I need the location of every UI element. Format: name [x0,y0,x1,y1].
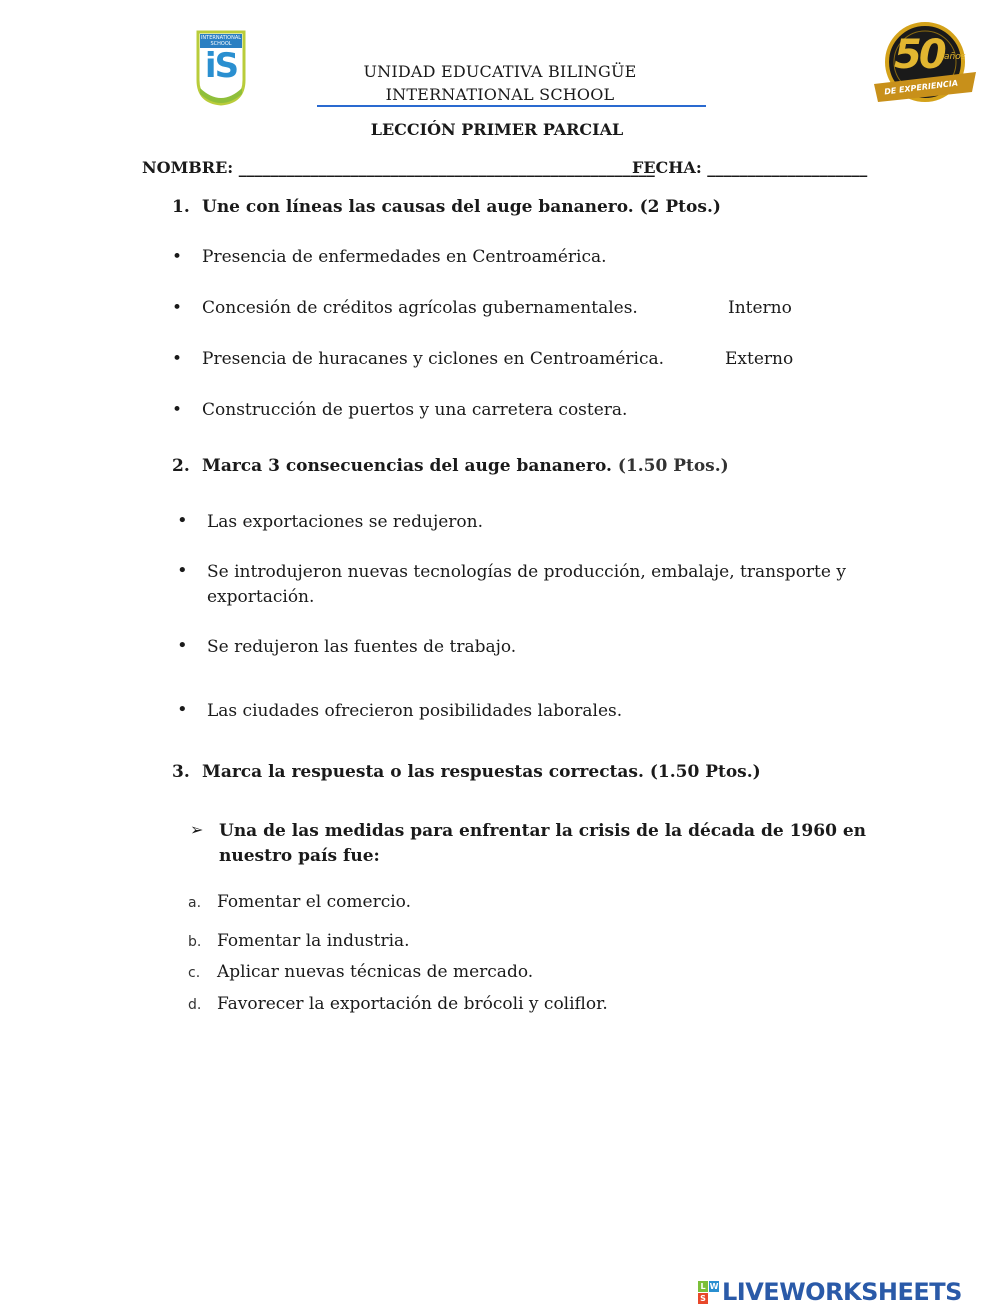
school-name-line2: INTERNATIONAL SCHOOL [385,85,615,104]
brand-text: LIVEWORKSHEETS [722,1278,962,1306]
q3-option-d[interactable]: Favorecer la exportación de brócoli y coliflor. [217,994,608,1014]
logo-caption: INTERNATIONAL SCHOOL [200,35,242,47]
q3-option-letter: c. [188,965,201,981]
q3-option-letter: d. [188,997,202,1013]
page-title: LECCIÓN PRIMER PARCIAL [370,120,624,139]
arrow-bullet-icon: ➢ [190,820,204,839]
liveworksheets-logo [698,1280,994,1308]
date-field[interactable]: FECHA: ____________________ [632,158,868,177]
q2-title: Marca 3 consecuencias del auge bananero. (1.50 Ptos.) [202,456,729,476]
school-logo [194,28,248,106]
q3-option-letter: b. [188,934,202,950]
brand-mini-l: L [698,1281,708,1292]
anniversary-badge [872,22,978,106]
q3-title: Marca la respuesta o las respuestas correctas. (1.50 Ptos.) [202,762,761,782]
q2-item-continued: exportación. [207,587,315,607]
q3-option-c[interactable]: Aplicar nuevas técnicas de mercado. [217,962,534,982]
q1-item: • Construcción de puertos y una carretera costera. [202,400,627,420]
school-name-line1: UNIDAD EDUCATIVA BILINGÜE [363,62,637,81]
brand-mini-icon [698,1281,720,1305]
q1-target-externo[interactable]: Externo [725,349,794,369]
header-underline [317,105,706,107]
q1-item: • Presencia de huracanes y ciclones en Centroamérica. [202,349,664,369]
q2-item[interactable]: • Las ciudades ofrecieron posibilidades laborales. [207,701,622,721]
q3-prompt-line1: Una de las medidas para enfrentar la crisis de la década de 1960 en [219,821,867,841]
q2-number: 2. [172,456,190,476]
q1-item: • Presencia de enfermedades en Centroamérica. [202,247,607,267]
badge-number: 50 [894,32,944,78]
brand-mini-w: W [709,1282,719,1291]
q1-number: 1. [172,197,190,217]
q1-target-interno[interactable]: Interno [728,298,792,318]
q1-item: • Concesión de créditos agrícolas gubernamentales. [202,298,638,318]
brand-mini-s: S [698,1293,708,1304]
q2-points: (1.50 Ptos.) [617,456,729,476]
logo-letters: iS [204,46,238,86]
q2-item[interactable]: • Se introdujeron nuevas tecnologías de producción, embalaje, transporte y [207,562,846,582]
q1-title: Une con líneas las causas del auge bananero. (2 Ptos.) [202,197,721,217]
q3-prompt-line2: nuestro país fue: [219,846,380,866]
q3-option-letter: a. [188,895,202,911]
q2-item[interactable]: • Las exportaciones se redujeron. [207,512,483,532]
name-field[interactable]: NOMBRE: ____________________________________________________ [142,158,655,177]
q2-item[interactable]: • Se redujeron las fuentes de trabajo. [207,637,516,657]
q3-option-b[interactable]: Fomentar la industria. [217,931,410,951]
q3-option-a[interactable]: Fomentar el comercio. [217,892,411,912]
badge-ribbon-text: DE EXPERIENCIA [883,78,959,97]
badge-years: años [944,52,966,62]
q3-number: 3. [172,762,190,782]
